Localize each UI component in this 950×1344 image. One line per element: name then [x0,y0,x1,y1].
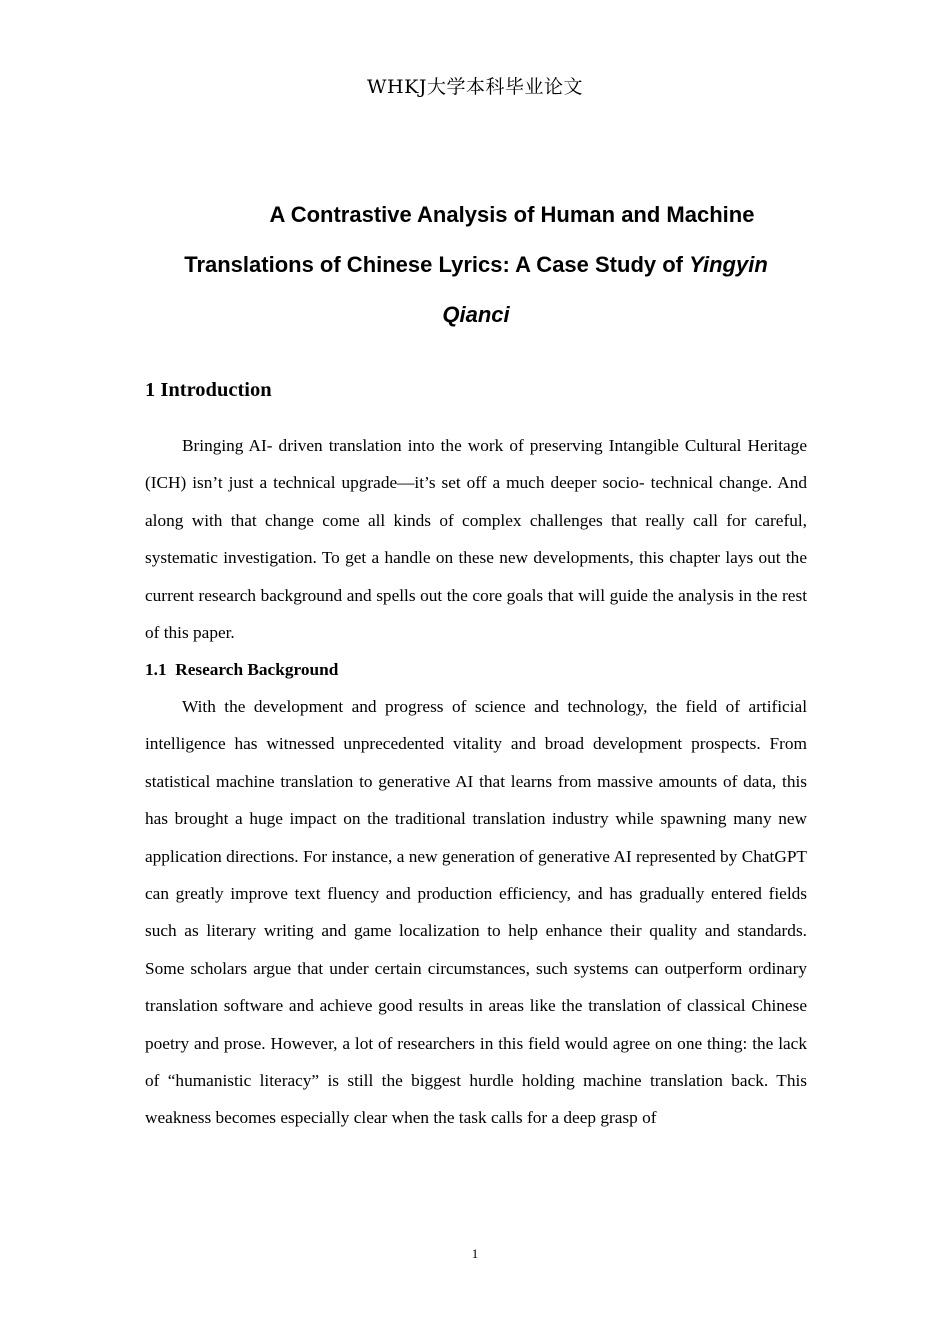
paper-title [145,196,807,346]
title-line-3-italic: Qianci [442,302,510,327]
introduction-paragraph [145,427,807,651]
research-background-paragraph [145,688,807,1137]
title-line-2 [145,246,807,296]
page-number: 1 [471,1246,479,1261]
introduction-text: Bringing AI- driven translation into the work of preserving Intangible Cultural Heritage (ICH) isn’t just a technical upgrade—it’s set off a much deeper socio- technical change. And along with that change come all kinds of complex challenges that really call for careful, systematic investigation. To get a handle on these new developments, this chapter lays out the current research background and spells out the core goals that will guide the analysis in the rest of this paper. [145,436,807,643]
title-line-2-italic: Yingyin [689,252,768,277]
subsection-heading-research-background: 1.1 Research Background [145,660,339,679]
running-header: WHKJ大学本科毕业论文 [367,76,583,98]
title-line-1: A Contrastive Analysis of Human and Machine [269,202,755,227]
research-background-text: With the development and progress of science and technology, the field of artificial intelligence has witnessed unprecedented vitality and broad development prospects. From statistical machine translation to generative AI that learns from massive amounts of data, this has brought a huge impact on the traditional translation industry while spawning many new application directions. For instance, a new generation of generative AI represented by ChatGPT can greatly improve text fluency and production efficiency, and has gradually entered fields such as literary writing and game localization to help enhance their quality and standards. Some scholars argue that under certain circumstances, such systems can outperform ordinary translation software and achieve good results in areas like the translation of classical Chinese poetry and prose. However, a lot of researchers in this field would agree on one thing: the lack of “humanistic literacy” is still the biggest hurdle holding machine translation back. This weakness becomes especially clear when the task calls for a deep grasp of [145,697,807,1128]
title-line-2-text: Translations of Chinese Lyrics: A Case Study of [184,252,690,277]
section-heading-introduction: 1 Introduction [145,379,272,401]
title-line-3 [145,296,807,346]
